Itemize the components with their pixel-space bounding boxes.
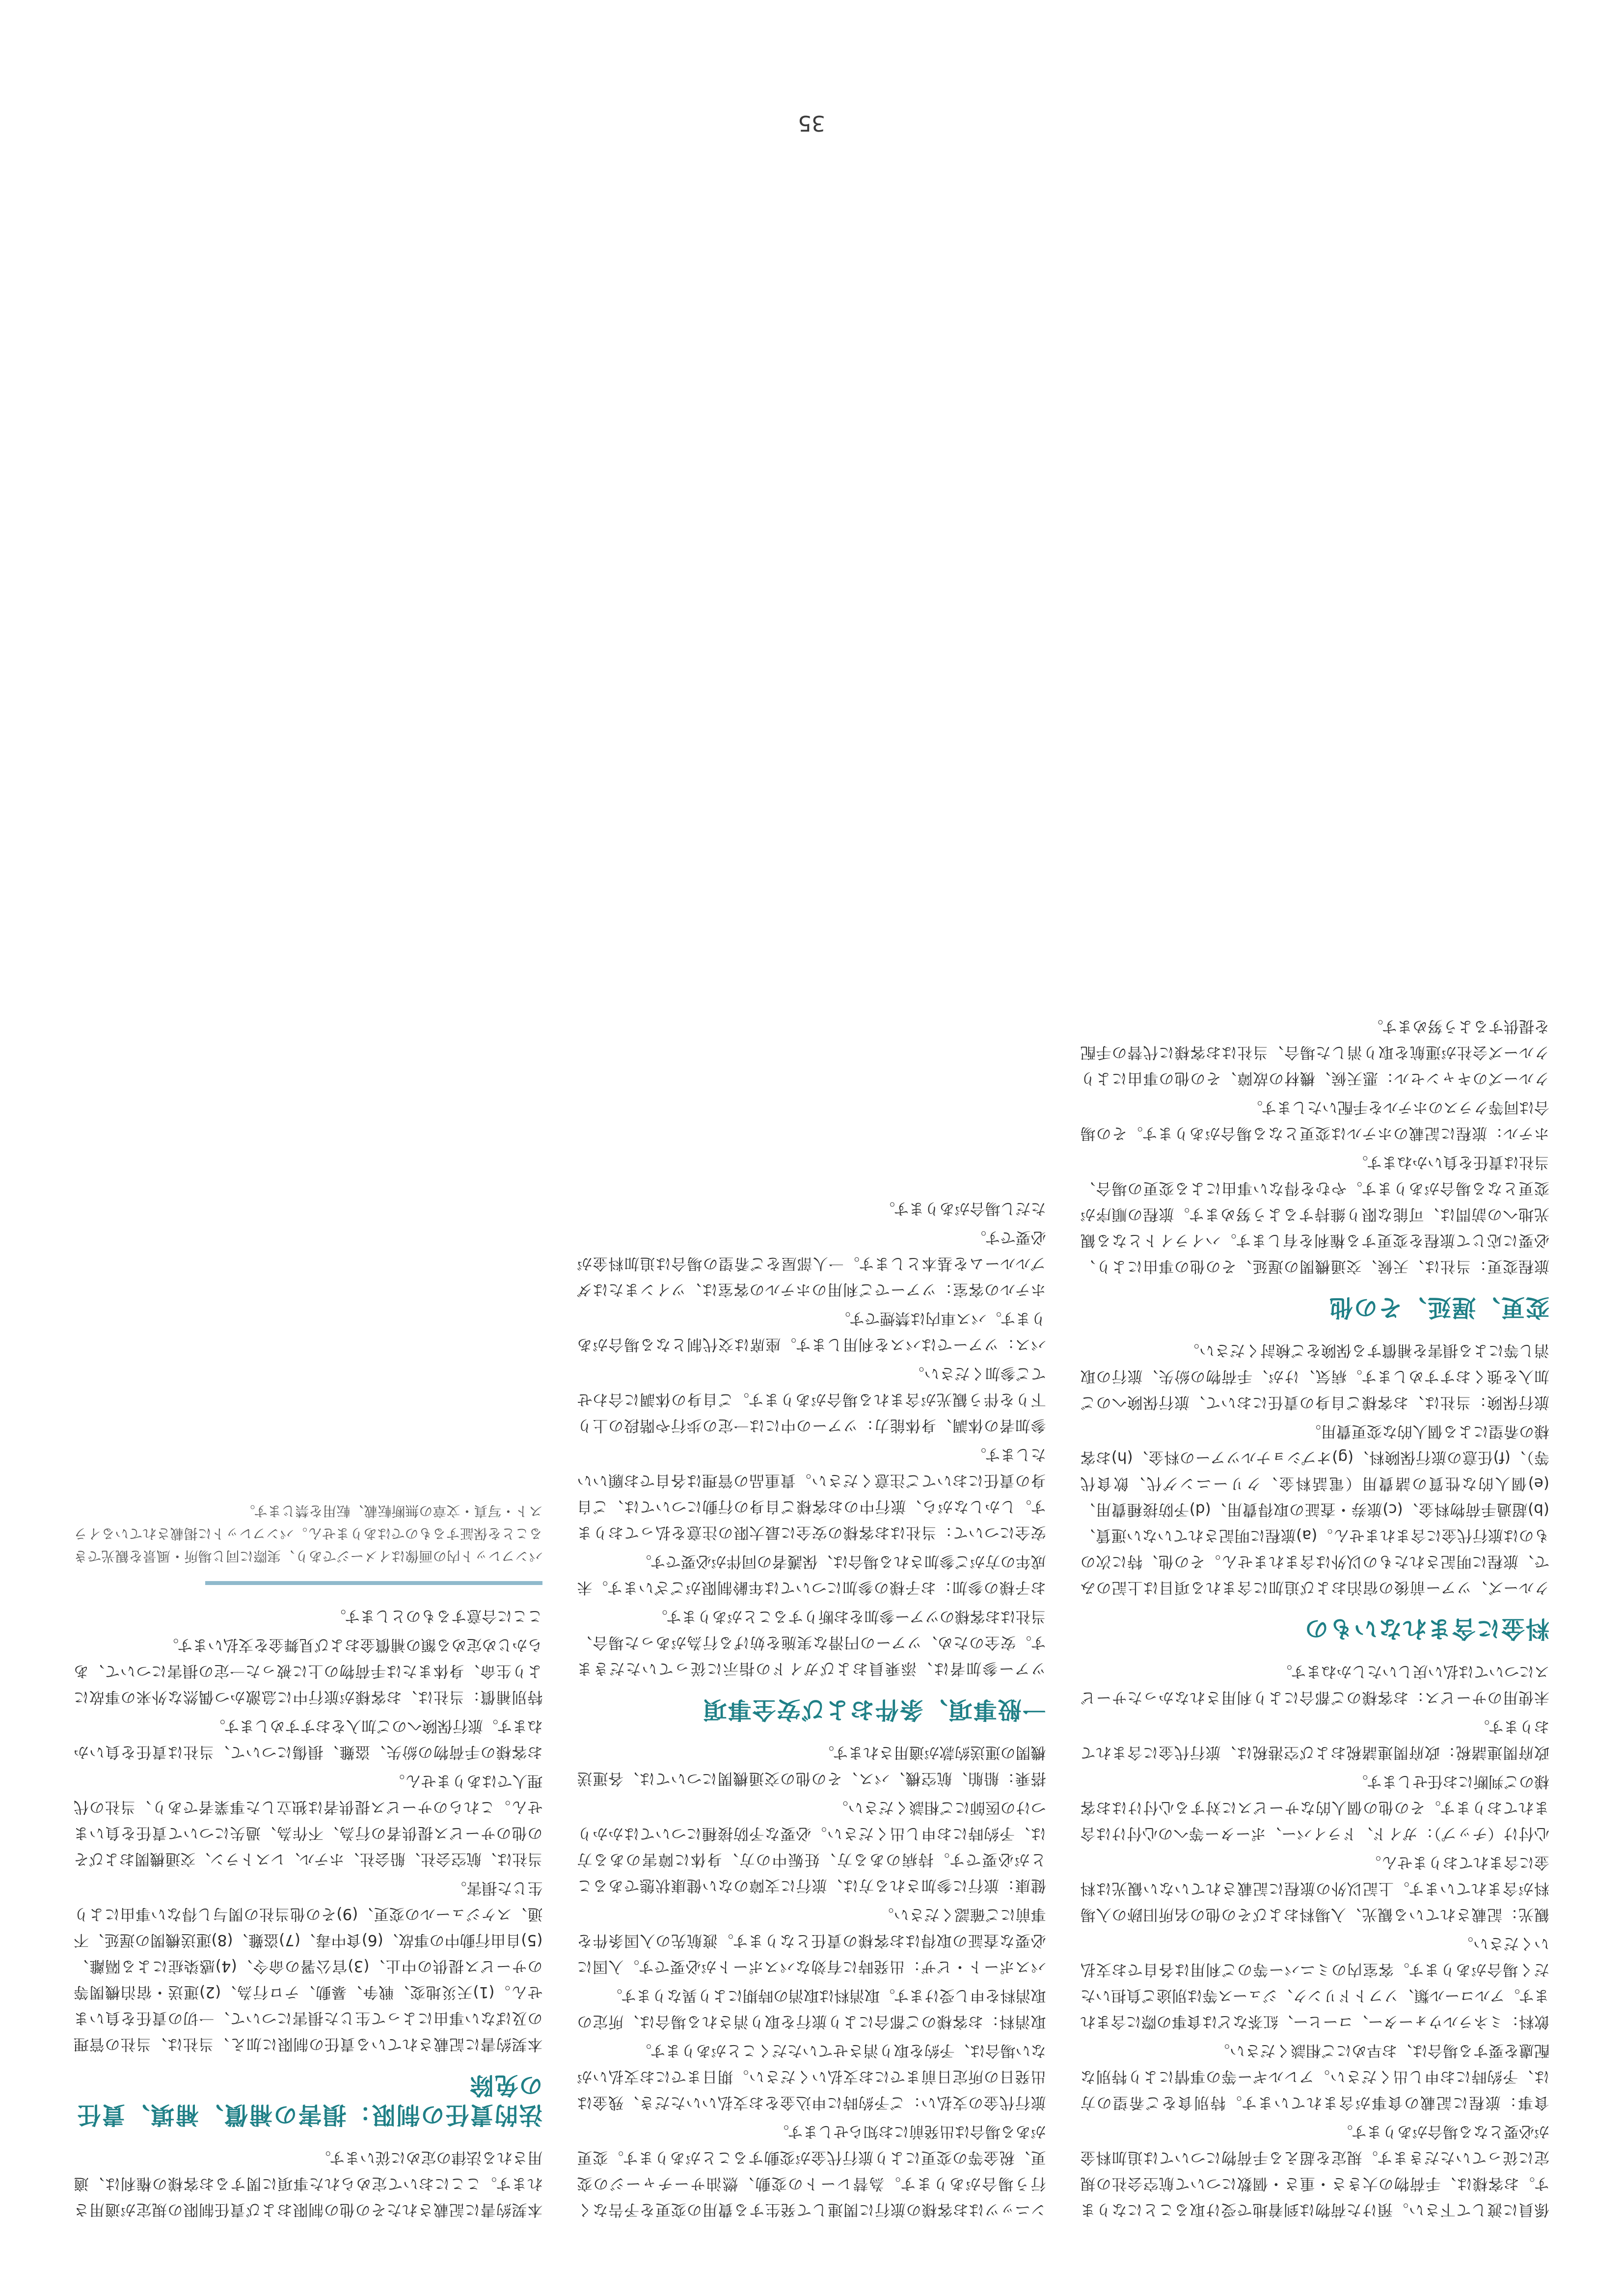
- body-paragraph: ただし場合があります。: [880, 1200, 1046, 1217]
- body-paragraph: ここに合意するものとします。: [330, 1607, 543, 1625]
- section-heading: 法的責任の制限：損害の補償、補填、責任の免除: [76, 2072, 543, 2129]
- body-paragraph: 当社は、航空会社、船会社、ホテル、レストラン、交通機関およびその他のサービス提供者の行為、不作為、過失について責任を負いません。これらのサービス提供者は独立した事業者であり、当社の代理人ではありません。: [74, 1772, 543, 1868]
- text-columns: [74, 111, 1549, 2222]
- body-paragraph: 旅程変更：当社は、天候、交通機関の遅延、その他の事由により、必要に応じて旅程を変更する権利を有します。ハイライトとなる観光地への訪問は、可能な限り維持するよう努めます。旅程の順序が変更となる場合があります。やむを得ない事由による変更の場合、当社は責任を負いかねます。: [1080, 1153, 1549, 1275]
- body-paragraph: クルーズのキャンセル：悪天候、機材の故障、その他の事由によりクルーズ会社が運航を取り消した場合、当社はお客様に代替の手配を提供するよう努めます。: [1080, 1017, 1549, 1087]
- divider-rule: [205, 1581, 543, 1585]
- column-2: [577, 111, 1046, 2222]
- body-paragraph: ンニッツはお客様の旅行に関連して発生する費用の変更を予告なく行う場合があります。為替レートの変動、燃油サーチャージの変更、税金等の変更により旅行代金が変動することがあります。変更がある場合は出発前にお知らせします。: [577, 2123, 1046, 2218]
- disclaimer-note: パンフレット内の画像はイメージであり、実際に同じ場所・風景を観光できることを保証するものではありません。パンフレットに掲載されているイラスト・写真・文章の無断転載、転用を禁じます。: [74, 1503, 543, 1564]
- column-1: [1081, 111, 1549, 2222]
- body-paragraph: 心付け（チップ）：ガイド、ドライバー、ポーター等への心付けは含まれております。その他の個人的なサービスに対する心付けはお客様のご判断にお任せします。: [1080, 1773, 1549, 1842]
- body-paragraph: 観光：記載されている観光、入場料およびその他の名所旧跡の入場料が含まれています。上記以外の旅程に記載されていない観光は料金に含まれておりません。: [1080, 1854, 1549, 1923]
- body-paragraph: 未使用のサービス：お客様のご都合により利用されなかったサービスについては払い戻しいたしかねます。: [1080, 1663, 1549, 1706]
- page-number: 35: [798, 110, 825, 136]
- body-paragraph: お客様の手荷物の紛失、盗難、損傷について、当社は責任を負いかねます。旅行保険へのご加入をおすすめします。: [74, 1717, 543, 1761]
- body-paragraph: 旅行保険：当社は、お客様ご自身の責任において、旅行保険へのご加入を強くおすすめします。病気、けが、手荷物の紛失、旅行の取消し等による損害を補償する保険をご検討ください。: [1080, 1341, 1549, 1411]
- body-paragraph: 旅行代金の支払い：ご予約時に申込金をお支払いいただき、残金は出発日の所定日前までにお支払いください。期日までにお支払いがない場合は、予約を取り消させていただくことがあります。: [577, 2042, 1046, 2111]
- section-heading: 一般事項、条件および安全事項: [702, 1696, 1046, 1723]
- column-3: [74, 111, 542, 2222]
- body-paragraph: 安全について：当社はお客様の安全に最大限の注意を払っております。しかしながら、旅行中のお客様ご自身の行動については、ご自身の責任においてご注意ください。貴重品の管理は各自でお願いいたします。: [577, 1446, 1046, 1541]
- body-paragraph: 食事：旅程に記載の食事が含まれています。特別食をご希望の方は、予約時にお申し出ください。アレルギー等の事情により特別な配慮を要する場合は、お早めにご相談ください。: [1080, 2042, 1549, 2111]
- body-paragraph: 飲料：ミネラルウォーター、コーヒー、紅茶などは食事の際に含まれます。アルコール類、ソフトドリンク、ジュース等は別途ご負担いただく場合があります。客室内のミニバー等のご利用は各自でお支払いください。: [1080, 1935, 1549, 2030]
- body-paragraph: 参加者の体調、身体能力：ツアーの中には一定の歩行や階段の上り下りを伴う観光が含まれる場合があります。ご自身の体調に合わせてご参加ください。: [577, 1365, 1046, 1434]
- body-paragraph: 本契約書に記載されたその他の制限および責任制限の規定が適用されます。ここにおいて定められた事項に関するお客様の権利は、適用される法律の定めに従います。: [74, 2149, 543, 2218]
- body-paragraph: 取消料：お客様のご都合により旅行を取り消される場合は、所定の取消料を申し受けます。取消料は取消の時期により異なります。: [577, 1987, 1046, 2030]
- body-paragraph: バス：ツアーではバスを利用します。座席は交代制となる場合があります。バス車内は禁煙です。: [577, 1310, 1046, 1353]
- body-paragraph: 健康：旅行に参加される方は、旅行に支障のない健康状態であることが必要です。持病のある方、妊娠中の方、身体に障害のある方は、予約時にお申し出ください。必要な予防接種についてはかかりつけの医師にご相談ください。: [577, 1799, 1046, 1894]
- body-paragraph: 搭乗：船舶、航空機、バス、その他の交通機関については、各運送機関の運送約款が適用されます。: [577, 1744, 1046, 1787]
- body-paragraph: クルーズ、ツアー前後の宿泊および追加に含まれる項目は上記のみで、旅程に明記されたもの以外は含まれません。その他、特に次のものは旅行代金に含まれません。(a)旅程に明記されていない運賃、(b)超過手荷物料金、(c)旅券・査証の取得費用、(d)予防接種費用、(e)個人的な性質の諸費用（電話料金、クリーニング代、飲食代等）、(f)任意の旅行保険料、(g)オプショナルツアーの料金、(h)お客様の希望による個人的な変更費用。: [1080, 1422, 1549, 1596]
- body-paragraph: ホテル：旅程に記載のホテルは変更となる場合があります。その場合は同等クラスのホテルを手配いたします。: [1080, 1098, 1549, 1142]
- body-paragraph: ツアー参加者は、添乗員およびガイドの指示に従っていただきます。安全のため、ツアーの円滑な実施を妨げる行為があった場合、当社はお客様のツアー参加をお断りすることがあります。: [577, 1608, 1046, 1677]
- body-paragraph: 特別補償：当社は、お客様が旅行中に急激かつ偶然な外来の事故により生命、身体または手荷物の上に被った一定の損害について、あらかじめ定める額の補償金および見舞金を支払います。: [74, 1636, 543, 1706]
- body-paragraph: ホテルの客室：ツアーでご利用のホテルの客室は、ツインまたはダブルルームを基本とします。一人部屋をご希望の場合は追加料金が必要です。: [577, 1229, 1046, 1298]
- body-paragraph: パスポート・ビザ：出発時に有効なパスポートが必要です。入国に必要な査証の取得はお客様の責任となります。渡航先の入国条件を事前にご確認ください。: [577, 1906, 1046, 1975]
- section-heading: 料金に含まれないもの: [1303, 1615, 1549, 1642]
- body-paragraph: お子様の参加：お子様の参加については年齢制限がございます。未成年の方がご参加される場合は、保護者の同伴が必要です。: [577, 1553, 1046, 1596]
- body-paragraph: 係員に渡して下さい。預けた荷物は到着地で受け取ることになります。お客様は、手荷物の大きさ・重さ・個数について航空会社の規定に従っていただきます。規定を超える手荷物については追加料金が必要となる場合があります。: [1080, 2123, 1549, 2218]
- body-paragraph: 本契約書に記載されている責任の制限に加え、当社は、当社の管理の及ばない事由によって生じた損害について、一切の責任を負いません。(1)天災地変、戦争、暴動、テロ行為、(2)運送・宿泊機関等のサービス提供の中止、(3)官公署の命令、(4)感染症による隔離、(5)自由行動中の事故、(6)食中毒、(7)盗難、(8)運送機関の遅延、不通、スケジュールの変更、(9)その他当社の関与し得ない事由により生じた損害。: [74, 1879, 543, 2053]
- section-heading: 変更、遅延、その他: [1328, 1294, 1549, 1321]
- body-paragraph: 政府関連諸税：政府関連諸税および空港税は、旅行代金に含まれております。: [1080, 1718, 1549, 1761]
